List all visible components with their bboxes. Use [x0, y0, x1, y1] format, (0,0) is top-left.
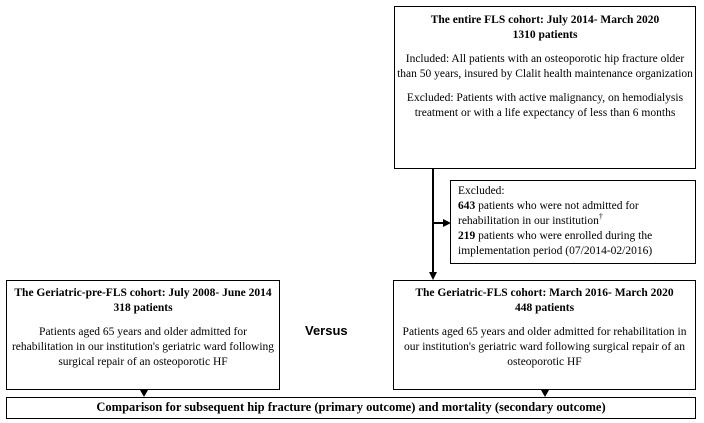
- geriatric-fls-title: The Geriatric-FLS cohort: March 2016- March 2020: [415, 287, 674, 299]
- fls-cohort-count: 1310 patients: [512, 29, 578, 41]
- exclusion-box: [450, 180, 696, 264]
- exclusion-item-not-admitted: [458, 199, 689, 229]
- inclusion-criteria: Included: All patients with an osteoporotic hip fracture older than 50 years, insured by Clalit health maintenance organization: [397, 53, 693, 80]
- dagger-footnote-mark: †: [598, 212, 603, 222]
- exclusion-heading: Excluded:: [458, 185, 505, 197]
- main-flow-line: [432, 169, 434, 273]
- arrowhead-pre-fls-to-outcome: [140, 390, 148, 397]
- exclusion-criteria: Excluded: Patients with active malignancy, on hemodialysis treatment or with a life expectancy of less than 6 months: [406, 92, 684, 119]
- arrowhead-to-exclusion: [443, 219, 451, 227]
- versus-label: Versus: [305, 323, 348, 338]
- pre-fls-description: Patients aged 65 years and older admitted for rehabilitation in our institution's geriatric ward following surgical repair of an osteoporotic HF: [11, 326, 275, 368]
- geriatric-fls-description: Patients aged 65 years and older admitted for rehabilitation in our institution's geriatric ward following surgical repair of an osteoporotic HF: [402, 326, 687, 368]
- exclusion-count-643: 643: [458, 200, 476, 212]
- geriatric-fls-count: 448 patients: [514, 302, 575, 314]
- exclusion-count-219: 219: [458, 230, 476, 242]
- exclusion-text-not-admitted: patients who were not admitted for rehabilitation in our institution: [458, 200, 639, 227]
- pre-fls-title: The Geriatric-pre-FLS cohort: July 2008- June 2014: [14, 287, 272, 299]
- fls-cohort-title: The entire FLS cohort: July 2014- March 2020: [430, 14, 660, 26]
- pre-fls-cohort-box: [6, 280, 280, 390]
- outcome-text: Comparison for subsequent hip fracture (primary outcome) and mortality (secondary outcome): [96, 400, 606, 414]
- exclusion-item-implementation: [458, 229, 689, 259]
- pre-fls-count: 318 patients: [113, 302, 173, 314]
- arrowhead-to-fls-cohort: [429, 272, 437, 280]
- geriatric-fls-cohort-box: [393, 280, 696, 390]
- fls-cohort-box: [394, 6, 696, 169]
- arrowhead-fls-to-outcome: [541, 390, 549, 397]
- outcome-box: [6, 397, 696, 419]
- exclusion-text-implementation: patients who were enrolled during the implementation period (07/2014-02/2016): [458, 230, 653, 257]
